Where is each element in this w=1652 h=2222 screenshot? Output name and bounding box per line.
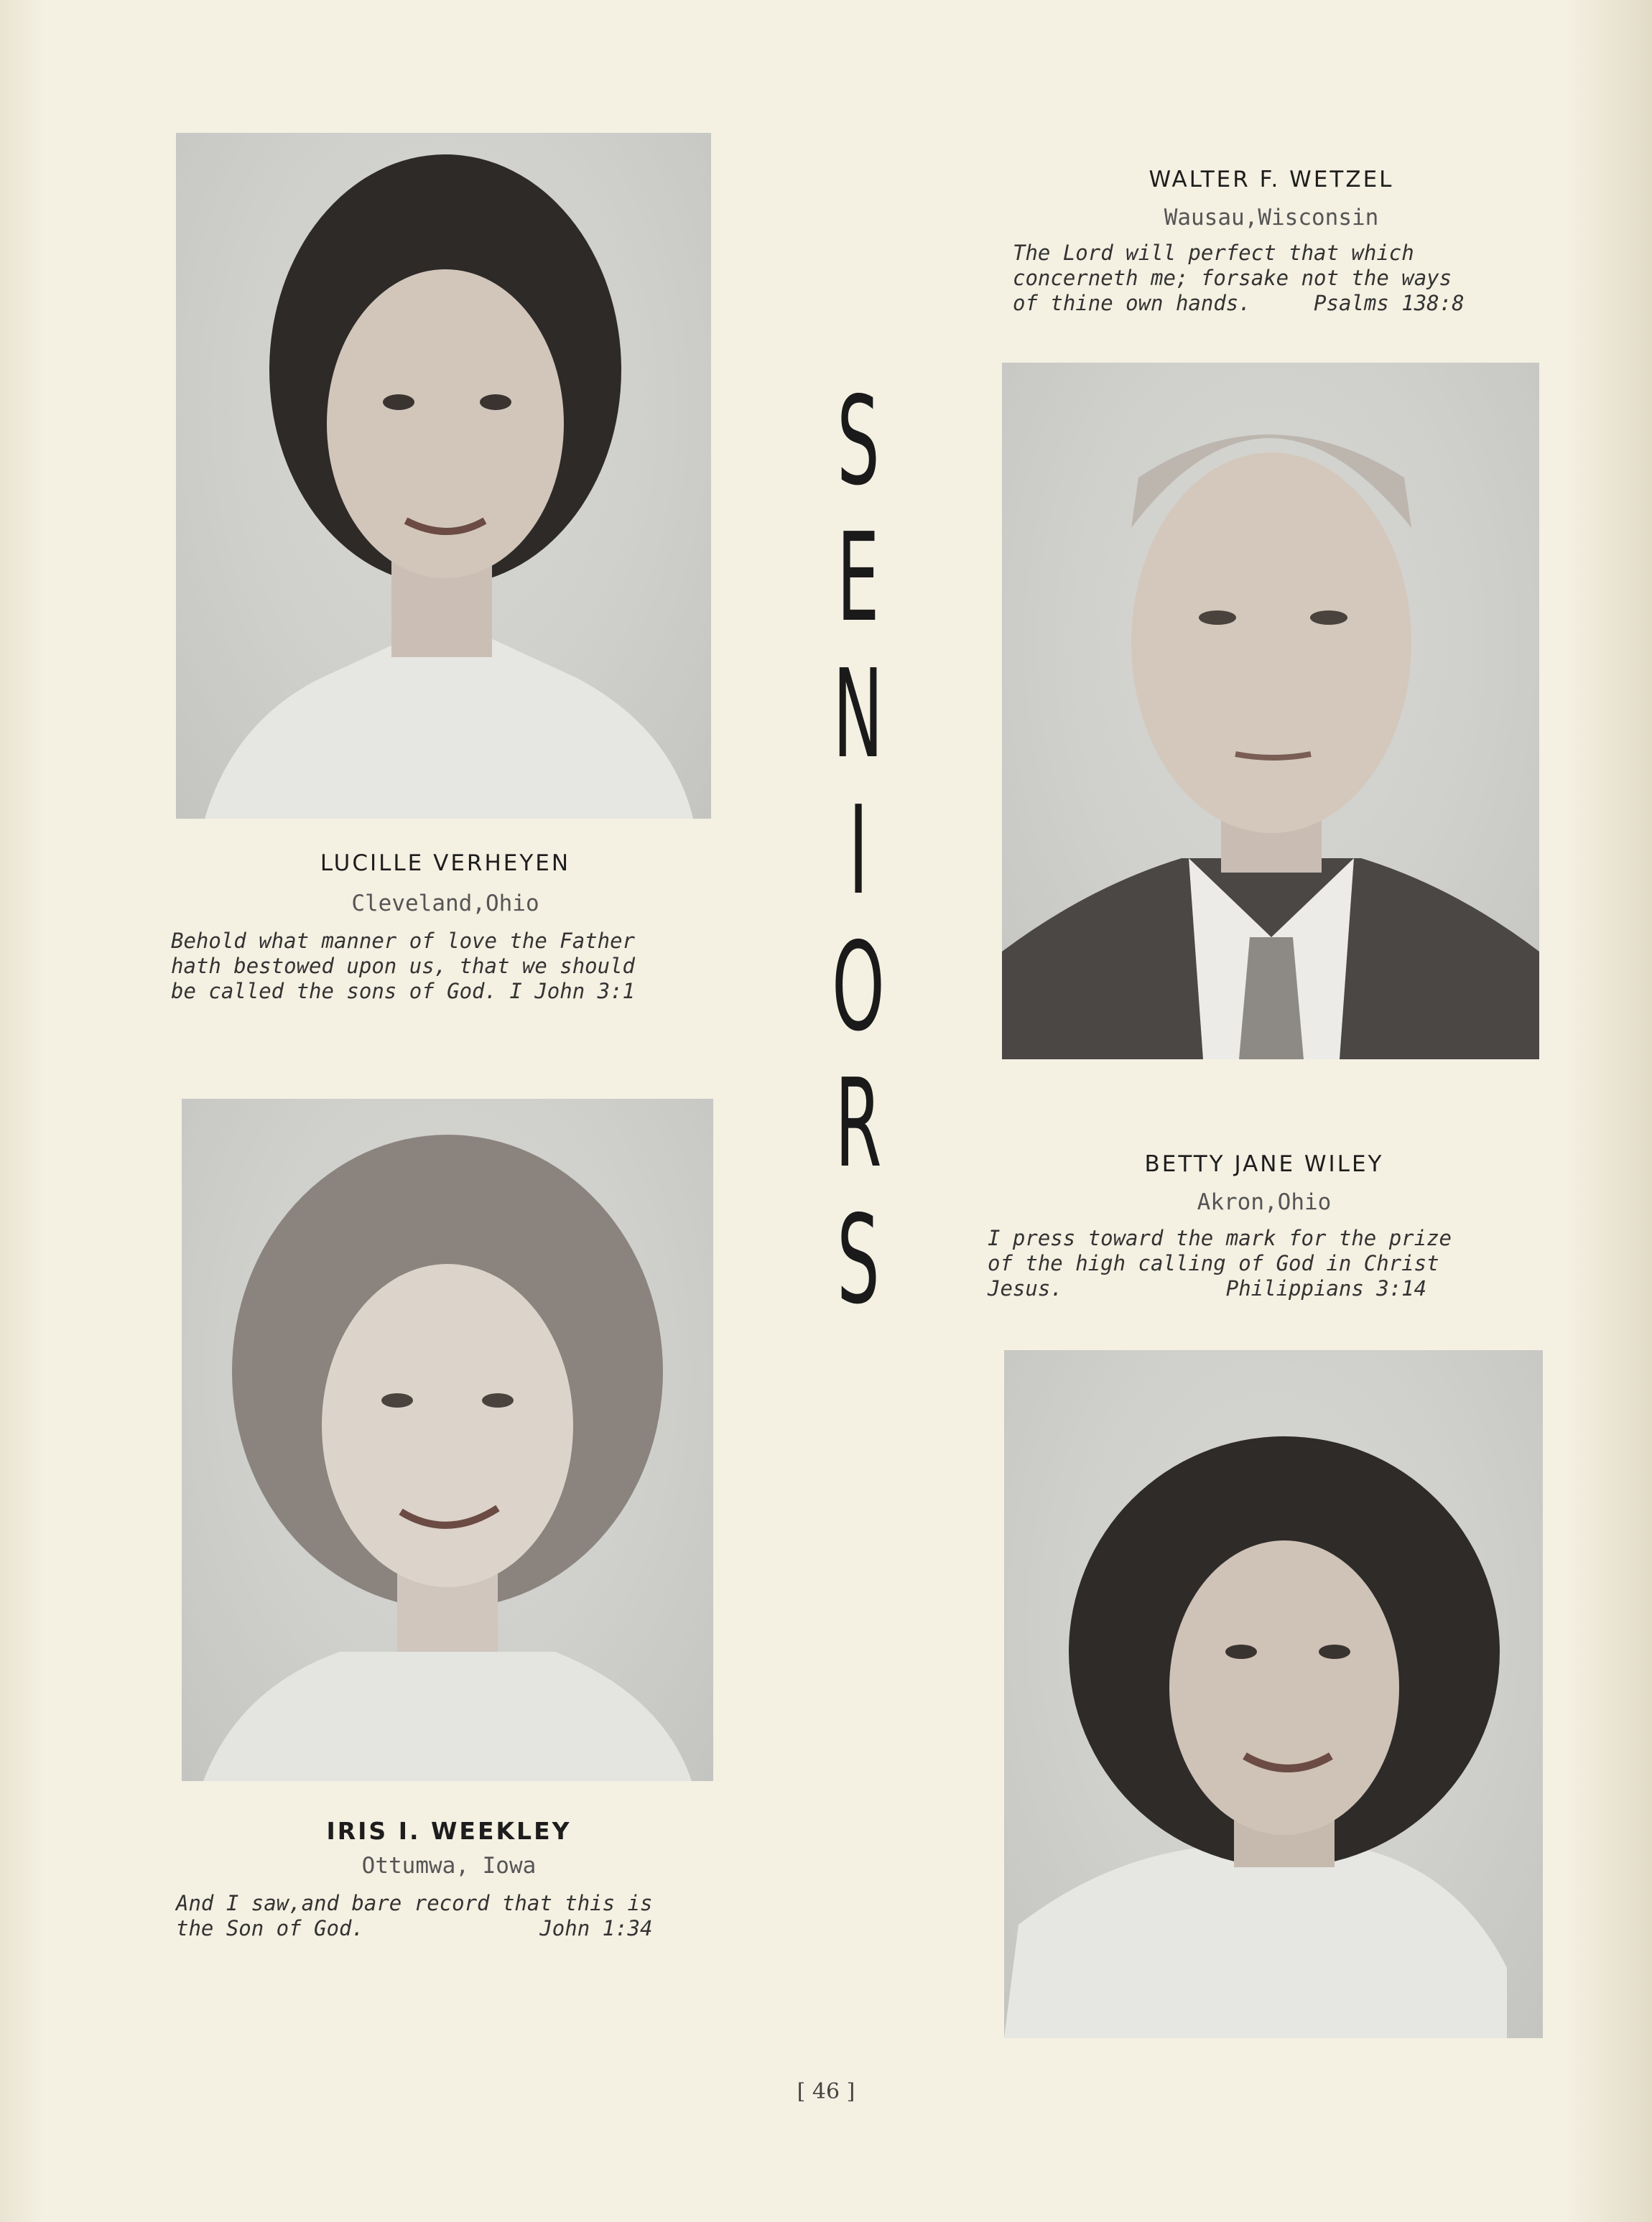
senior-hometown-walter-wetzel: Wausau,Wisconsin — [1164, 205, 1379, 231]
senior-verse-iris-weekley: And I saw,and bare record that this is the Son of God. John 1:34 — [176, 1891, 653, 1940]
senior-name-iris-weekley: IRIS I. WEEKLEY — [326, 1817, 572, 1845]
senior-verse-walter-wetzel: The Lord will perfect that which concerneth me; forsake not the ways of thine own hands. Psalms 138:8 — [1013, 241, 1465, 315]
title-letter: R — [835, 1053, 882, 1195]
portrait-photo-walter-wetzel — [1002, 363, 1539, 1059]
senior-verse-betty-jane-wiley: I press toward the mark for the prize of the high calling of God in Christ Jesus. Philippians 3:14 — [988, 1226, 1452, 1301]
senior-name-lucille-verheyen: LUCILLE VERHEYEN — [320, 850, 571, 876]
senior-hometown-betty-jane-wiley: Akron,Ohio — [1197, 1189, 1332, 1215]
senior-verse-lucille-verheyen: Behold what manner of love the Father hath bestowed upon us, that we should be called the sons of God. I John 3:1 — [171, 929, 636, 1003]
title-letter: O — [832, 916, 885, 1059]
title-letter: S — [837, 371, 880, 513]
portrait-photo-lucille-verheyen — [176, 133, 711, 819]
portrait-photo-iris-weekley — [182, 1099, 713, 1781]
title-letter: E — [837, 507, 880, 649]
page-number: [ 46 ] — [797, 2079, 855, 2104]
senior-hometown-lucille-verheyen: Cleveland,Ohio — [351, 891, 539, 916]
portrait-photo-betty-jane-wiley — [1004, 1350, 1543, 2038]
senior-name-walter-wetzel: WALTER F. WETZEL — [1148, 167, 1394, 192]
senior-hometown-iris-weekley: Ottumwa, Iowa — [361, 1853, 537, 1879]
title-letter: S — [837, 1189, 880, 1331]
senior-name-betty-jane-wiley: BETTY JANE WILEY — [1144, 1151, 1384, 1177]
title-letter: N — [833, 643, 883, 786]
seniors-vertical-title — [819, 373, 898, 1329]
title-letter: I — [848, 780, 868, 922]
